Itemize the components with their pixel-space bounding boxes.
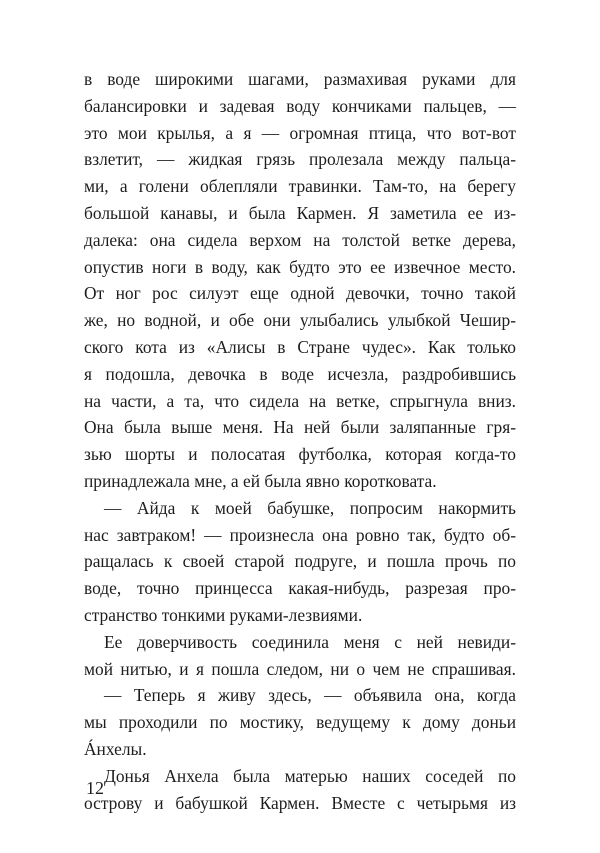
text-line: зью шорты и полосатая футболка, которая когда-то: [84, 444, 516, 465]
text-line: странство тонкими руками-лезвиями.: [84, 604, 363, 625]
text-line: большой канавы, и была Кармен. Я заметила ее из-: [84, 202, 516, 223]
text-line: — Теперь я живу здесь, — объявила она, когда: [104, 685, 516, 706]
text-line: воде, точно принцесса какая-нибудь, разрезая про-: [84, 578, 516, 599]
text-line: острову и бабушкой Кармен. Вместе с четырьмя из: [84, 792, 516, 813]
text-line: в воде широкими шагами, размахивая руками для: [84, 69, 516, 89]
text-line: балансировки и задевая воду кончиками пальцев, —: [84, 95, 516, 116]
text-line: опустив ноги в воду, как будто это ее извечное место.: [84, 256, 516, 277]
text-line: — Айда к моей бабушке, попросим накормить: [104, 497, 516, 518]
text-line: далека: она сидела верхом на толстой ветке дерева,: [84, 229, 516, 250]
page-body-text: [84, 66, 516, 816]
page-number: 12: [86, 778, 104, 798]
text-line: взлетит, — жидкая грязь пролезала между пальца-: [84, 149, 516, 170]
text-line: мы проходили по мостику, ведущему к дому доньи: [84, 712, 516, 733]
text-line: я подошла, девочка в воде исчезла, раздробившись: [84, 363, 516, 384]
text-line: ского кота из «Алисы в Стране чудес». Как только: [84, 336, 516, 357]
text-line: Донья Анхела была матерью наших соседей по: [104, 765, 516, 786]
text-line: принадлежала мне, а ей была явно коротковата.: [84, 470, 437, 491]
text-line: на части, а та, что сидела на ветке, спрыгнула вниз.: [84, 390, 516, 411]
text-line: Она была выше меня. На ней были заляпанные гря-: [84, 417, 516, 438]
text-line: нас завтраком! — произнесла она ровно так, будто об-: [84, 524, 516, 545]
text-line: От ног рос силуэт еще одной девочки, точно такой: [84, 283, 516, 304]
text-line: это мои крылья, а я — огромная птица, что вот-вот: [84, 122, 516, 143]
text-line: Ее доверчивость соединила меня с ней невиди-: [104, 631, 516, 652]
text-line: мой нитью, и я пошла следом, ни о чем не спрашивая.: [84, 658, 516, 679]
text-line: же, но водной, и обе они улыбались улыбкой Чешир-: [84, 310, 516, 331]
text-line: ращалась к своей старой подруге, и пошла прочь по: [84, 551, 516, 572]
text-line: Áнхелы.: [84, 738, 147, 759]
text-line: ми, а голени облепляли травинки. Там-то, на берегу: [84, 176, 516, 197]
